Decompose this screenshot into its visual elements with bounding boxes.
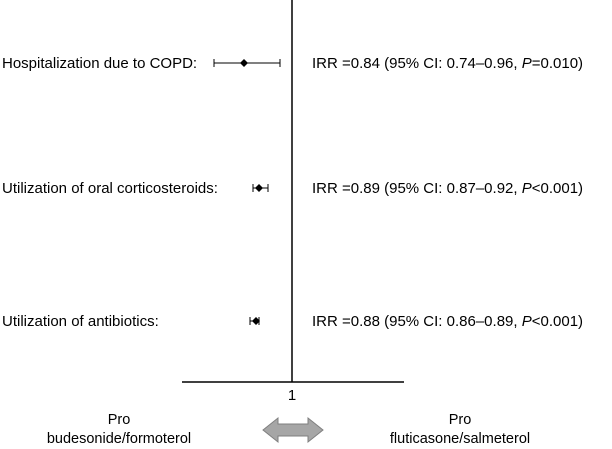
row-label: Hospitalization due to COPD: xyxy=(2,55,198,72)
point-estimate-marker xyxy=(255,184,263,192)
irr-text: IRR =0.89 (95% CI: 0.87–0.92, xyxy=(312,180,522,197)
favors-left-line1: Pro xyxy=(107,412,131,428)
p-symbol: P xyxy=(521,180,532,197)
row-label: Utilization of oral corticosteroids: xyxy=(2,180,218,197)
p-value-text: =0.010) xyxy=(531,55,584,72)
row-label: Utilization of antibiotics: xyxy=(2,313,159,330)
p-symbol: P xyxy=(521,55,532,72)
favors-left-caption xyxy=(39,411,199,449)
p-value-text: <0.001) xyxy=(531,313,584,330)
favors-right-line2: fluticasone/salmeterol xyxy=(389,431,531,447)
favors-left-line2: budesonide/formoterol xyxy=(46,431,192,447)
irr-text: IRR =0.88 (95% CI: 0.86–0.89, xyxy=(312,313,522,330)
reference-tick-label: 1 xyxy=(287,387,297,404)
double-arrow-icon xyxy=(263,418,323,442)
irr-annotation xyxy=(312,180,583,197)
irr-annotation xyxy=(312,55,583,72)
p-symbol: P xyxy=(521,313,532,330)
p-value-text: <0.001) xyxy=(531,180,584,197)
favors-right-line1: Pro xyxy=(448,412,472,428)
point-estimate-marker xyxy=(240,59,248,67)
favors-right-caption xyxy=(374,411,546,449)
irr-annotation xyxy=(312,313,583,330)
irr-text: IRR =0.84 (95% CI: 0.74–0.96, xyxy=(312,55,522,72)
